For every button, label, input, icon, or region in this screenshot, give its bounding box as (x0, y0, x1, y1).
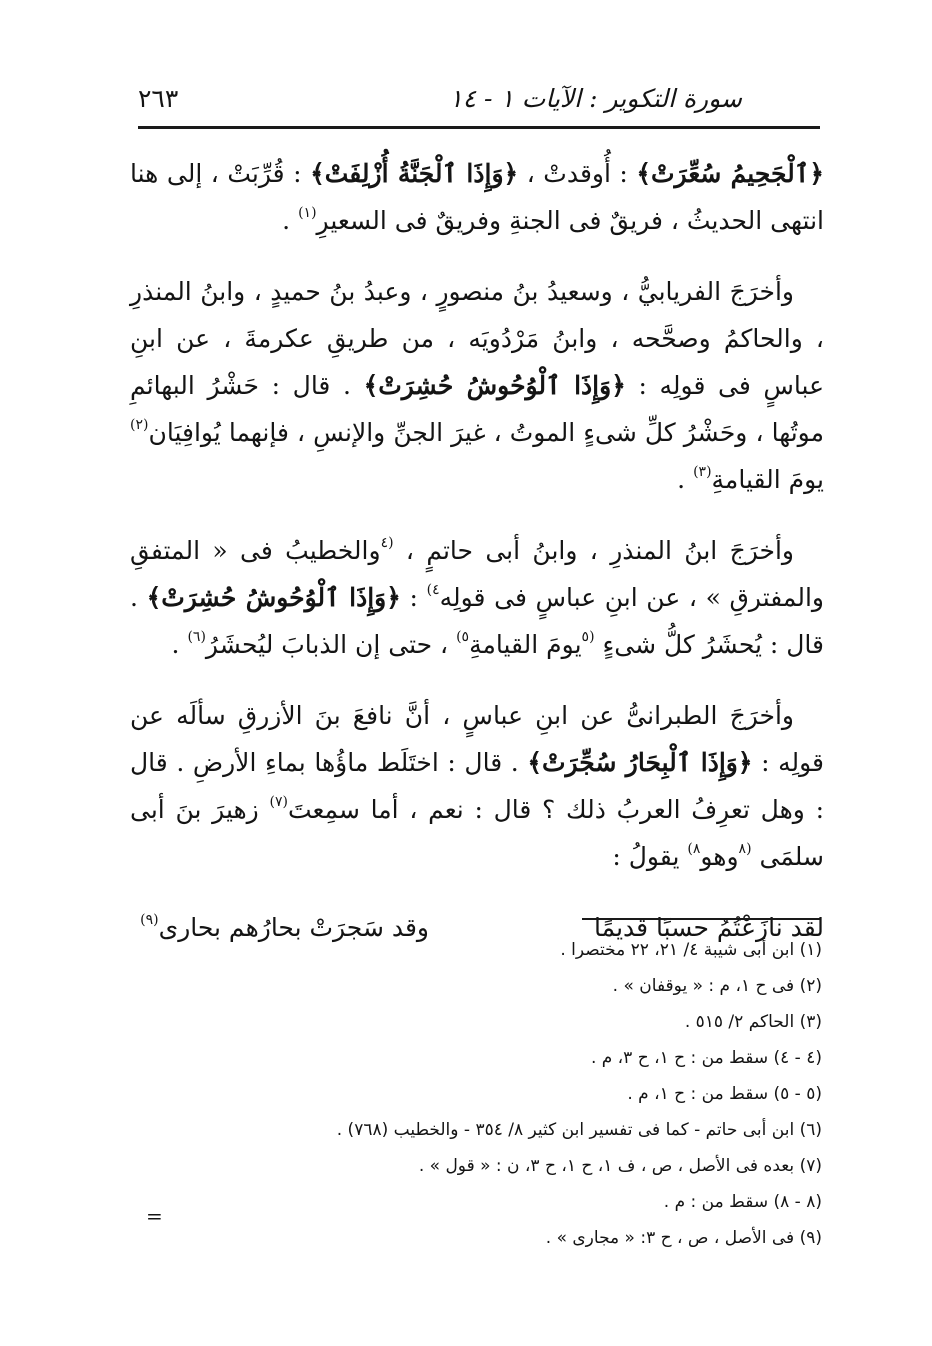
footnote-range-marker: (٤ (380, 535, 394, 551)
continuation-mark: = (146, 1204, 163, 1228)
text-run: وهو (700, 842, 739, 871)
footnote-range-marker: ٥) (456, 629, 470, 645)
page-number: ٢٦٣ (138, 84, 179, 113)
footnote-5: (٥ - ٥) سقط من : ح ١، م . (627, 1084, 822, 1104)
text-run: . (282, 206, 299, 235)
text-run: : (400, 583, 427, 612)
footnote-2: (٢) فى ح ١، م : « يوقفان » . (612, 976, 822, 996)
text-run: زهيرَ بنَ أبى سلمَى (130, 795, 824, 871)
footnote-marker: (١) (298, 205, 317, 221)
footnote-6: (٦) ابن أبى حاتم - كما فى تفسير ابن كثير ٨/ ٣٥٤ - والخطيب (٧٦٨) . (336, 1120, 822, 1140)
running-header (138, 82, 820, 116)
footnote-4: (٤ - ٤) سقط من : ح ١، ح ٣، م . (590, 1048, 822, 1068)
footnote-divider (582, 918, 820, 920)
paragraph-2 (130, 268, 824, 503)
text-run: يومَ القيامةِ (469, 630, 582, 659)
text-run: . (677, 465, 694, 494)
text-run: يومَ القيامةِ (711, 465, 824, 494)
text-run: . (171, 630, 188, 659)
footnote-8: (٨ - ٨) سقط من : م . (663, 1192, 822, 1212)
text-run: وأخرَجَ الطبرانىُّ عن ابنِ عباسٍ ، أنَّ نافعَ بنَ الأزرقِ سألَه عن قولِه : (130, 701, 825, 777)
text-run: ، حتى إن الذبابَ ليُحشَرُ (205, 630, 457, 659)
footnote-range-marker: (٥ (581, 629, 595, 645)
quran-quote: ﴿وَإِذَا ٱلْوُحُوشُ حُشِرَتْ﴾ (363, 371, 626, 400)
paragraph-1 (130, 150, 824, 244)
text-run: . قال : حَشْرُ البهائمِ موتُها ، وحَشْرُ كلِّ شىءٍ الموتُ ، غيرَ الجنِّ والإنسِ ، فإنهما يُوافِيَان (130, 371, 824, 447)
footnote-marker: (٣) (693, 464, 712, 480)
footnote-1: (١) ابن أبى شيبة ٤/ ٢١، ٢٢ مختصرا . (560, 940, 822, 960)
footnote-marker: (٩) (140, 912, 159, 928)
footnote-range-marker: ٤) (426, 582, 440, 598)
footnote-3: (٣) الحاكم ٢/ ٥١٥ . (684, 1012, 822, 1032)
quran-quote: ﴿وَإِذَا ٱلْبِحَارُ سُجِّرَتْ﴾ (527, 748, 753, 777)
text-run: . قال : اختَلَط ماؤُها بماءِ الأرضِ . قال : وهل تعرِفُ العربُ ذلك ؟ قال : نعم ، أما سمِعتَ (130, 748, 824, 824)
text-run: يقولُ : (612, 842, 688, 871)
footnote-marker: (٦) (187, 629, 206, 645)
footnote-7: (٧) بعده فى الأصل ، ص ، ف ١، ح ١، ح ٣، ن : « قول » . (418, 1156, 822, 1176)
footnote-marker: (٧) (269, 794, 288, 810)
quran-quote: ﴿ٱلْجَحِيمُ سُعِّرَتْ﴾ (636, 159, 825, 188)
text-run: والخطيبُ فى « المتفقِ والمفترقِ » ، عن ابنِ عباسٍ فى قولِه (130, 536, 824, 612)
footnote-range-marker: (٨ (738, 841, 752, 857)
footnote-9: (٩) فى الأصل ، ص ، ح ٣: « مجارى » . (545, 1228, 822, 1248)
verse-hemistich-first: لقد نازَعْتُمُ حسبًا قديمًا (594, 913, 824, 942)
quran-quote: ﴿وَإِذَا ٱلْوُحُوشُ حُشِرَتْ﴾ (146, 583, 401, 612)
text-run: وقد سَجرَتْ بحارُهم بحارى (158, 913, 429, 942)
text-run: : أُوقدتْ ، (518, 159, 637, 188)
text-run: . قال : يُحشَرُ كلُّ شىءٍ (130, 583, 824, 659)
footnote-marker: (٢) (130, 417, 149, 433)
text-run: وأخرَجَ ابنُ المنذرِ ، وابنُ أبى حاتمٍ ، (393, 536, 794, 565)
text-run: : قُرِّبَتْ ، إلى هنا انتهى الحديثُ ، فريقٌ فى الجنةِ وفريقٌ فى السعيرِ (130, 159, 824, 235)
paragraph-4 (130, 692, 824, 880)
header-divider (138, 126, 820, 129)
quran-quote: ﴿وَإِذَا ٱلْجَنَّةُ أُزْلِفَتْ﴾ (310, 159, 519, 188)
footnote-range-marker: ٨) (687, 841, 701, 857)
header-title: سورة التكوير : الآيات ١ - ١٤ (449, 84, 742, 113)
text-run: وأخرَجَ الفريابيُّ ، وسعيدُ بنُ منصورٍ ، وعبدُ بنُ حميدٍ ، وابنُ المنذرِ ، والحاكمُ وصحَّحه ، وابنُ مَرْدُويَه ، من طريقِ عكرمةَ ، عن ابنِ عباسٍ فى قولِه : (130, 277, 824, 400)
paragraph-3 (130, 527, 824, 668)
footnotes (132, 932, 822, 1256)
main-text (130, 150, 824, 951)
